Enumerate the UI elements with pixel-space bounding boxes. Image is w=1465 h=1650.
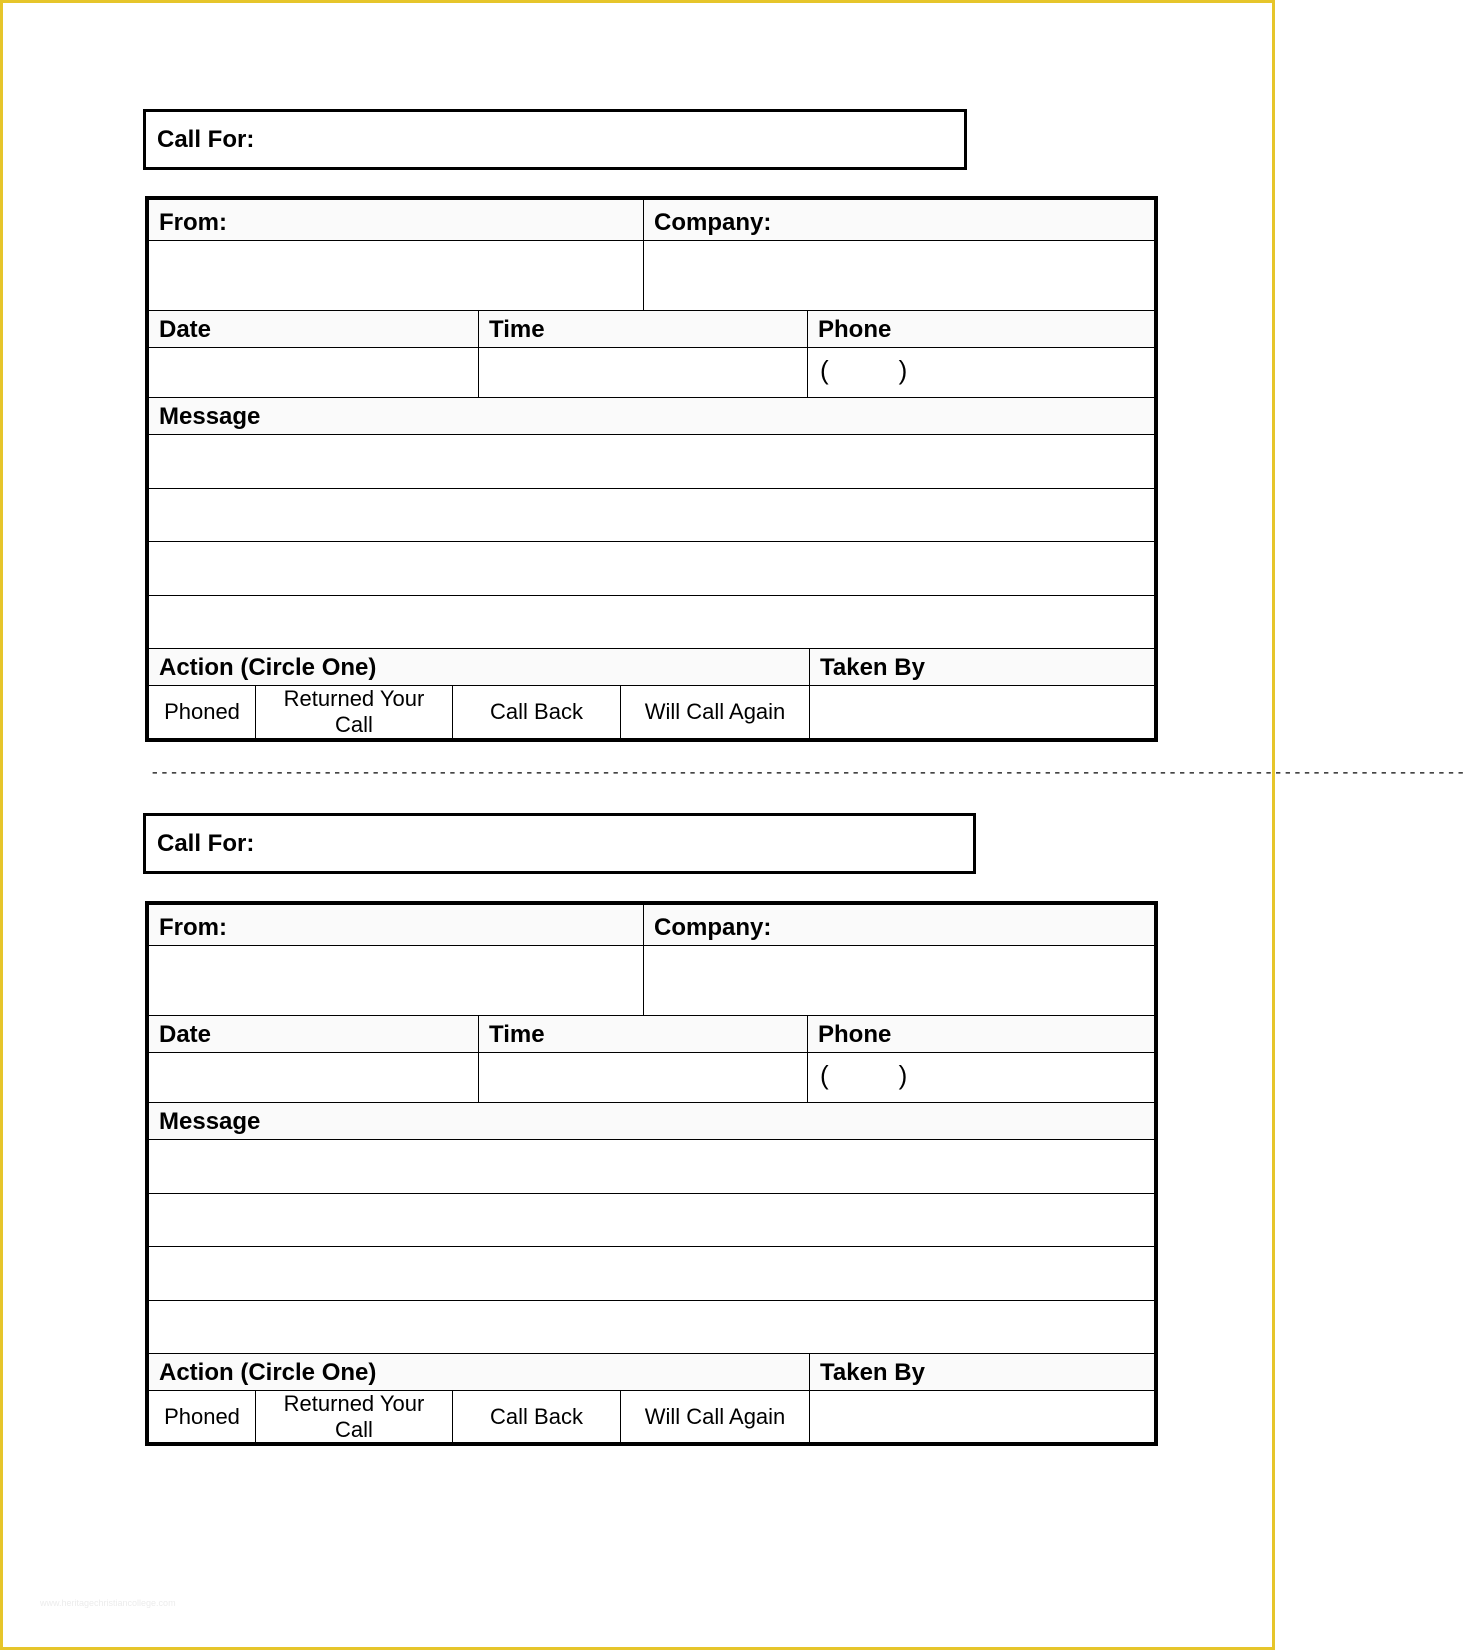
phone-area-open: ( xyxy=(820,1060,829,1090)
cut-line: ----------------------------------------------------------------------------------------------------------------------------------------- xyxy=(150,764,1465,782)
phone-label: Phone xyxy=(808,1016,1154,1053)
time-label: Time xyxy=(479,311,808,348)
message-line[interactable] xyxy=(149,596,1154,649)
from-label: From: xyxy=(149,200,644,241)
message-grid xyxy=(145,196,1158,742)
from-field[interactable] xyxy=(149,946,644,1016)
phone-label: Phone xyxy=(808,311,1154,348)
date-label: Date xyxy=(149,1016,479,1053)
action-label: Action (Circle One) xyxy=(149,1354,810,1391)
call-for-label: Call For: xyxy=(157,830,255,857)
phone-area-close: ) xyxy=(898,1060,908,1090)
call-for-box[interactable] xyxy=(143,813,976,874)
action-call-back[interactable]: Call Back xyxy=(453,1391,621,1442)
watermark: www.heritagechristiancollege.com xyxy=(40,1598,176,1608)
message-label: Message xyxy=(149,1103,1154,1140)
action-call-back[interactable]: Call Back xyxy=(453,686,621,738)
taken-by-field[interactable] xyxy=(810,1391,1154,1442)
date-field[interactable] xyxy=(149,1053,479,1103)
time-field[interactable] xyxy=(479,1053,808,1103)
phone-area-open: ( xyxy=(820,355,829,385)
call-for-box[interactable] xyxy=(143,109,967,170)
message-line[interactable] xyxy=(149,1140,1154,1194)
message-line[interactable] xyxy=(149,489,1154,542)
from-field[interactable] xyxy=(149,241,644,311)
message-line[interactable] xyxy=(149,1194,1154,1247)
action-will-call-again[interactable]: Will Call Again xyxy=(621,686,810,738)
time-label: Time xyxy=(479,1016,808,1053)
taken-by-field[interactable] xyxy=(810,686,1154,738)
company-field[interactable] xyxy=(644,946,1154,1016)
message-line[interactable] xyxy=(149,1247,1154,1301)
time-field[interactable] xyxy=(479,348,808,398)
action-phoned[interactable]: Phoned xyxy=(149,1391,256,1442)
taken-by-label: Taken By xyxy=(810,1354,1154,1391)
action-returned-your-call[interactable]: Returned Your Call xyxy=(256,686,453,738)
phone-field[interactable] xyxy=(808,1053,1154,1103)
phone-field[interactable] xyxy=(808,348,1154,398)
taken-by-label: Taken By xyxy=(810,649,1154,686)
company-label: Company: xyxy=(644,905,1154,946)
message-line[interactable] xyxy=(149,542,1154,596)
company-label: Company: xyxy=(644,200,1154,241)
from-label: From: xyxy=(149,905,644,946)
action-returned-your-call[interactable]: Returned Your Call xyxy=(256,1391,453,1442)
action-label: Action (Circle One) xyxy=(149,649,810,686)
message-grid xyxy=(145,901,1158,1446)
action-phoned[interactable]: Phoned xyxy=(149,686,256,738)
message-line[interactable] xyxy=(149,1301,1154,1354)
company-field[interactable] xyxy=(644,241,1154,311)
phone-area-close: ) xyxy=(898,355,908,385)
call-for-label: Call For: xyxy=(157,126,255,153)
message-line[interactable] xyxy=(149,435,1154,489)
date-label: Date xyxy=(149,311,479,348)
message-label: Message xyxy=(149,398,1154,435)
action-will-call-again[interactable]: Will Call Again xyxy=(621,1391,810,1442)
date-field[interactable] xyxy=(149,348,479,398)
